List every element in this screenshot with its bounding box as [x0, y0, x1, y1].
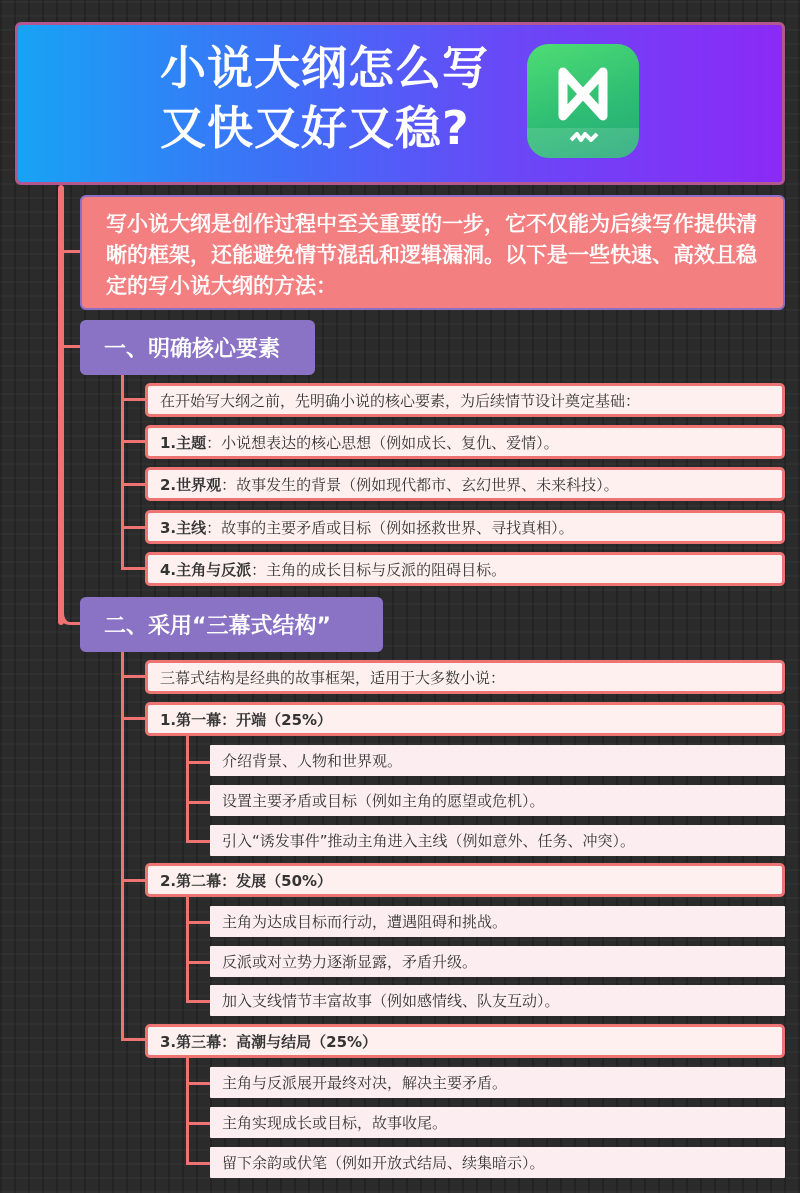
- list-item[interactable]: [210, 785, 785, 816]
- title-line-1: 小说大纲怎么写: [160, 41, 489, 95]
- list-item[interactable]: [145, 660, 785, 694]
- connector-intro: [62, 250, 80, 253]
- page-title: [160, 38, 520, 158]
- item-text: 主角与反派展开最终对决，解决主要矛盾。: [222, 1074, 508, 1092]
- connector-s2-act2: [121, 879, 145, 882]
- connector-s1-r2: [121, 483, 145, 486]
- list-item[interactable]: [145, 510, 785, 544]
- item-text: 主角为达成目标而行动，遭遇阻碍和挑战。: [222, 913, 508, 931]
- connector-s2-intro: [121, 675, 145, 678]
- connector-s1-r3: [121, 526, 145, 529]
- connector-act1-branch: [186, 736, 189, 842]
- list-item[interactable]: [210, 1107, 785, 1138]
- list-item[interactable]: [210, 825, 785, 856]
- section-2-label: 二、采用“三幕式结构”: [104, 614, 331, 639]
- list-item[interactable]: [210, 1147, 785, 1178]
- row-text: ：小说想表达的核心思想（例如成长、复仇、爱情）。: [206, 433, 559, 452]
- connector-s2-act1: [121, 717, 145, 720]
- item-text: 引入“诱发事件”推动主角进入主线（例如意外、任务、冲突）。: [222, 832, 636, 850]
- list-item[interactable]: [145, 425, 785, 459]
- connector-act2-branch: [186, 897, 189, 1002]
- row-label: 1.主题: [160, 433, 207, 452]
- row-text: ：故事的主要矛盾或目标（例如拯救世界、寻找真相）。: [206, 518, 574, 537]
- item-text: 设置主要矛盾或目标（例如主角的愿望或危机）。: [222, 792, 545, 810]
- section-2-heading[interactable]: [80, 597, 383, 652]
- act-label: 3.第三幕：高潮与结局（25%）: [160, 1032, 378, 1051]
- act-2-heading[interactable]: [145, 863, 785, 897]
- connector-s1-r1: [121, 440, 145, 443]
- act-1-heading[interactable]: [145, 702, 785, 736]
- connector: [186, 1082, 210, 1085]
- connector: [186, 801, 210, 804]
- act-3-heading[interactable]: [145, 1024, 785, 1058]
- row-text: 三幕式结构是经典的故事框架，适用于大多数小说：: [160, 668, 506, 687]
- connector: [186, 840, 210, 843]
- list-item[interactable]: [210, 985, 785, 1016]
- connector-sec1-branch: [121, 375, 124, 569]
- connector: [186, 1162, 210, 1165]
- connector: [186, 1000, 210, 1003]
- connector-s2-act3: [121, 1038, 145, 1041]
- list-item[interactable]: [210, 1067, 785, 1098]
- row-text: 在开始写大纲之前，先明确小说的核心要素，为后续情节设计奠定基础：: [160, 391, 641, 410]
- section-1-label: 一、明确核心要素: [104, 337, 281, 362]
- list-item[interactable]: [210, 906, 785, 937]
- intro-note: 写小说大纲是创作过程中至关重要的一步，它不仅能为后续写作提供清晰的框架，还能避免情节混乱和逻辑漏洞。以下是一些快速、高效且稳定的写小说大纲的方法：: [80, 195, 785, 310]
- item-text: 反派或对立势力逐渐显露，矛盾升级。: [222, 953, 478, 971]
- connector-sec2: [58, 600, 80, 625]
- list-item[interactable]: [210, 946, 785, 977]
- row-label: 3.主线: [160, 518, 207, 537]
- row-text: ：主角的成长目标与反派的阻碍目标。: [251, 560, 507, 579]
- connector-sec2-branch: [121, 652, 124, 1040]
- connector: [186, 1122, 210, 1125]
- list-item[interactable]: [210, 745, 785, 776]
- title-line-2: 又快又好又稳?: [160, 101, 470, 155]
- list-item[interactable]: [145, 467, 785, 501]
- row-label: 4.主角与反派: [160, 560, 252, 579]
- connector-sec1: [62, 345, 80, 348]
- item-text: 加入支线情节丰富故事（例如感情线、队友互动）。: [222, 992, 560, 1010]
- item-text: 留下余韵或伏笔（例如开放式结局、续集暗示）。: [222, 1154, 545, 1172]
- act-label: 1.第一幕：开端（25%）: [160, 710, 333, 729]
- list-item[interactable]: [145, 552, 785, 586]
- connector: [186, 961, 210, 964]
- list-item[interactable]: [145, 383, 785, 417]
- row-text: ：故事发生的背景（例如现代都市、玄幻世界、未来科技）。: [221, 475, 619, 494]
- connector-act3-branch: [186, 1058, 189, 1164]
- item-text: 介绍背景、人物和世界观。: [222, 752, 403, 770]
- connector-s1-r0: [121, 398, 145, 401]
- connector-s1-r4: [121, 567, 145, 570]
- connector: [186, 761, 210, 764]
- item-text: 主角实现成长或目标，故事收尾。: [222, 1114, 448, 1132]
- act-label: 2.第二幕：发展（50%）: [160, 871, 333, 890]
- section-1-heading[interactable]: [80, 320, 315, 375]
- connector: [186, 921, 210, 924]
- mindmaster-logo-icon: [527, 44, 639, 158]
- row-label: 2.世界观: [160, 475, 222, 494]
